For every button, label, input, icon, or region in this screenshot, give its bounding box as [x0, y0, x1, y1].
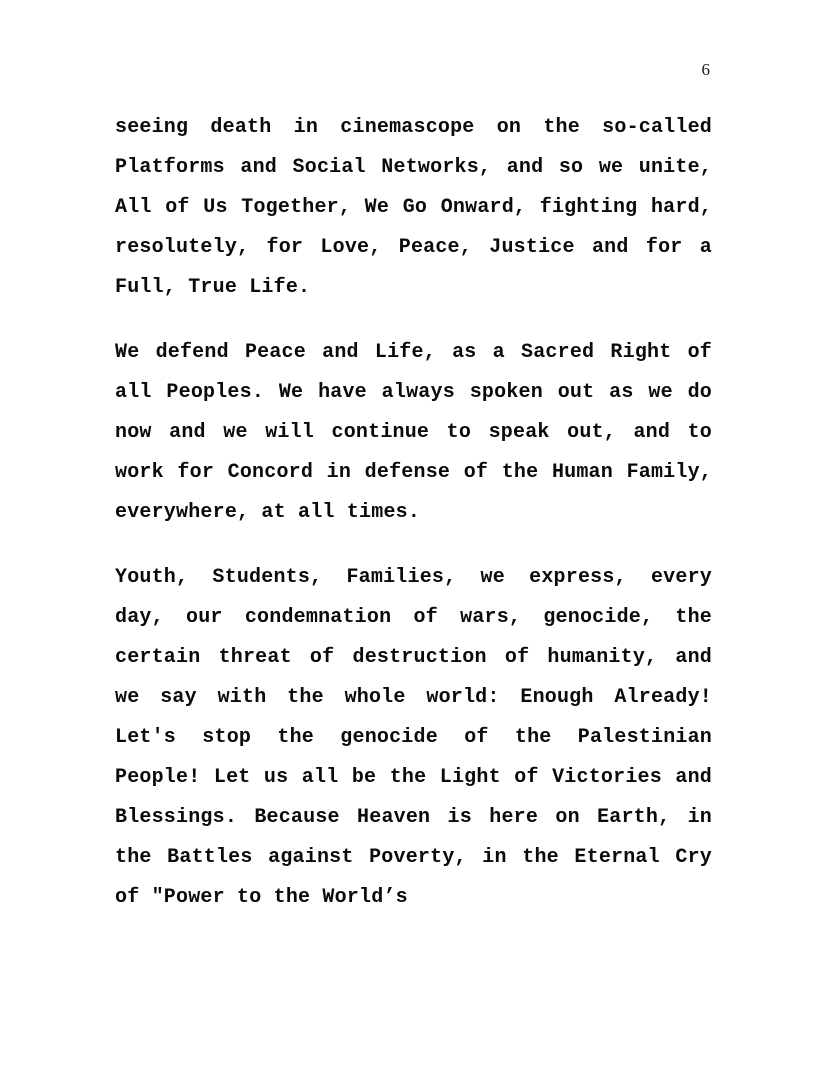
paragraph: Youth, Students, Families, we express, every day, our condemnation of wars, genocide, the certain threat of destruction of humanity, and we say with the whole world: Enough Already! Let's stop the genocide of the Palestinian People! Let us all be the Light of Victories and Blessings. Because Heaven is here on Earth, in the Battles against Poverty, in the Eternal Cry of "Power to the World’s — [115, 566, 712, 909]
page-number: 6 — [701, 60, 710, 79]
document-body — [115, 108, 712, 918]
paragraph: We defend Peace and Life, as a Sacred Right of all Peoples. We have always spoken out as we do now and we will continue to speak out, and to work for Concord in defense of the Human Family, everywhere, at all times. — [115, 341, 712, 524]
paragraph: seeing death in cinemascope on the so-called Platforms and Social Networks, and so we unite, All of Us Together, We Go Onward, fighting hard, resolutely, for Love, Peace, Justice and for a Full, True Life. — [115, 116, 712, 299]
